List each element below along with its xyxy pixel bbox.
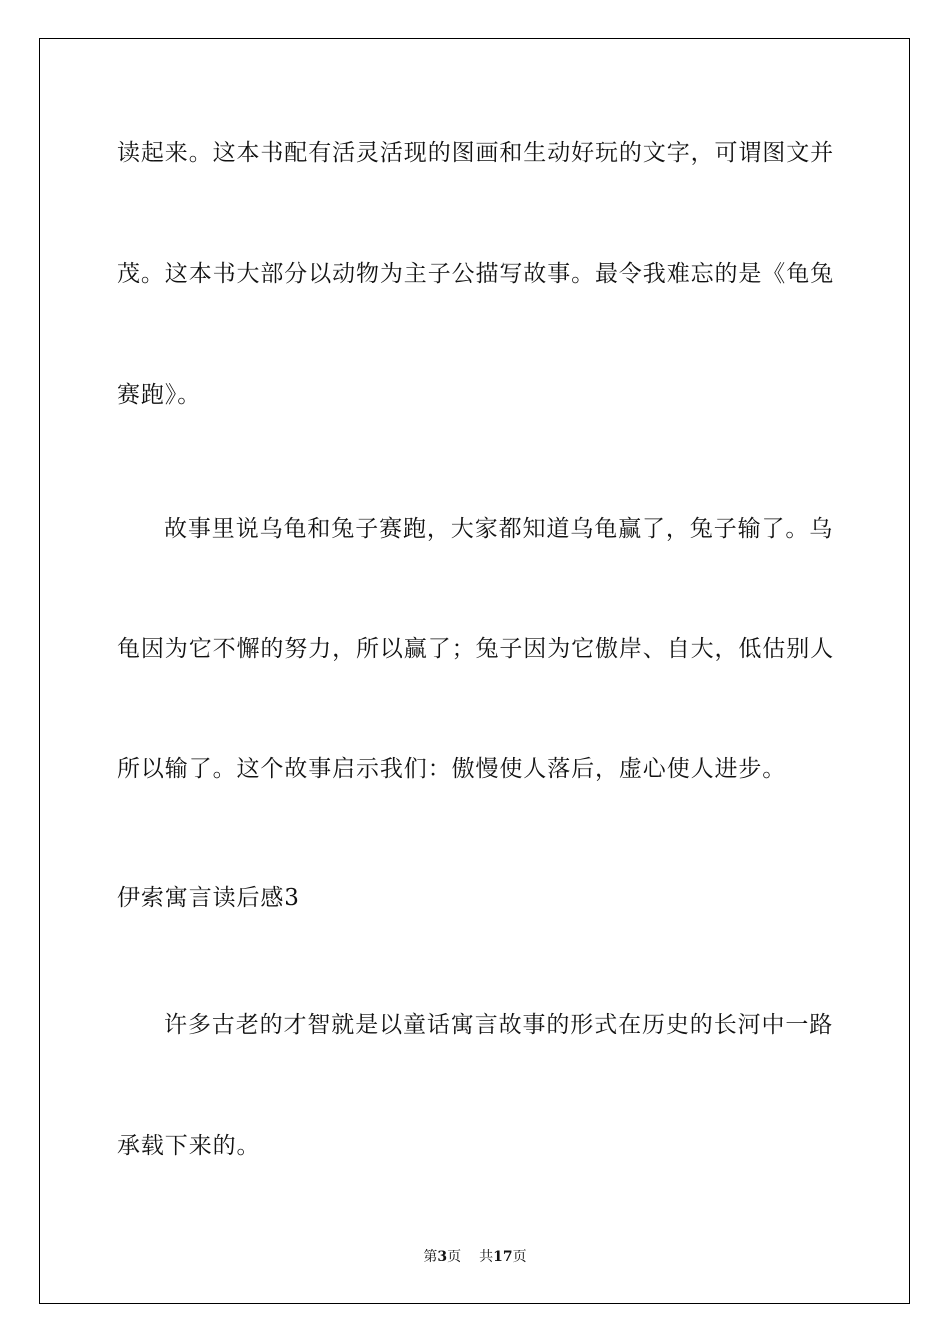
body-line-5: 龟因为它不懈的努力，所以赢了；兔子因为它傲岸、自大，低估别人 xyxy=(117,636,834,662)
section-heading: 伊索寓言读后感3 xyxy=(117,885,300,911)
footer-total-prefix: 共 xyxy=(479,1249,494,1265)
body-line-2: 茂。这本书大部分以动物为主子公描写故事。最令我难忘的是《龟兔 xyxy=(117,261,834,287)
body-line-3: 赛跑》。 xyxy=(117,382,202,408)
footer-page-suffix: 页 xyxy=(447,1249,462,1265)
page-border xyxy=(39,38,910,1304)
footer-page-prefix: 第 xyxy=(423,1249,438,1265)
footer-total-pages: 17 xyxy=(493,1249,513,1265)
body-line-8: 承载下来的。 xyxy=(117,1133,261,1159)
body-line-7: 许多古老的才智就是以童话寓言故事的形式在历史的长河中一路 xyxy=(164,1012,834,1038)
page-footer xyxy=(0,1246,950,1266)
body-line-4: 故事里说乌龟和兔子赛跑，大家都知道乌龟赢了，兔子输了。乌 xyxy=(164,516,834,542)
body-line-6: 所以输了。这个故事启示我们：傲慢使人落后，虚心使人进步。 xyxy=(117,756,787,782)
body-line-1: 读起来。这本书配有活灵活现的图画和生动好玩的文字，可谓图文并 xyxy=(117,140,834,166)
footer-total-suffix: 页 xyxy=(512,1249,527,1265)
footer-page-number: 3 xyxy=(437,1249,448,1265)
